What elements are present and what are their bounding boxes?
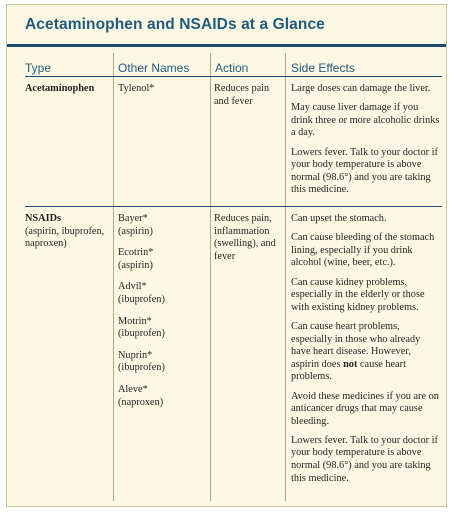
brand-name: Aleve*: [118, 383, 148, 395]
side-effect: Lowers fever. Talk to your doctor if your body temperature is above normal (98.6°) and you are taking this medicine.: [291, 146, 438, 196]
side-effect: May cause liver damage if you drink three or more alcoholic drinks a day.: [291, 102, 440, 139]
side-effect: Can cause kidney problems, especially in the elderly or those with existing kidney problems.: [291, 276, 425, 313]
column-divider-2: [210, 53, 211, 501]
generic-name: (ibuprofen): [118, 362, 165, 374]
brand-name: Bayer*: [118, 213, 148, 224]
brand-name: Motrin*: [118, 315, 152, 327]
brand-name: Tylenol*: [118, 83, 155, 94]
medicine-name: [118, 384, 208, 409]
generic-name: (ibuprofen): [118, 293, 165, 305]
column-header-effects: Side Effects: [291, 61, 355, 75]
drug-type: NSAIDs: [25, 213, 62, 224]
title-rule: [7, 44, 446, 47]
brand-name: Advil*: [118, 281, 147, 293]
generic-name: (ibuprofen): [118, 328, 165, 340]
table-row-nsaids-action: Reduces pain, inflammation (swelling), and fever: [214, 213, 276, 262]
table-row-acetaminophen-action: Reduces pain and fever: [214, 83, 270, 107]
medicine-name: [118, 213, 208, 238]
generic-name: (aspirin): [118, 225, 153, 237]
drug-type: Acetaminophen: [25, 83, 95, 94]
medicine-name: [118, 247, 208, 272]
header-underline: [25, 76, 442, 77]
generic-name: (naproxen): [118, 396, 164, 408]
brand-name: Ecotrin*: [118, 247, 154, 259]
side-effect: Avoid these medicines if you are on anticancer drugs that may cause bleeding.: [291, 390, 439, 427]
side-effect-text: Can cause heart problems, especially in those who already have heart disease. However, aspirin does: [291, 320, 421, 370]
table-row-acetaminophen-effects: [291, 83, 441, 204]
page-title: Acetaminophen and NSAIDs at a Glance: [25, 16, 325, 33]
column-header-action: Action: [215, 61, 249, 75]
medicine-name: [118, 316, 208, 341]
side-effect: Can cause bleeding of the stomach lining, especially if you drink alcohol (wine, beer, etc.).: [291, 232, 435, 269]
side-effect: [291, 321, 441, 384]
medicine-name: [118, 281, 208, 306]
column-divider-1: [113, 53, 114, 501]
table-row-acetaminophen-type: [25, 83, 113, 96]
column-divider-3: [285, 53, 286, 501]
column-header-type: Type: [25, 61, 52, 75]
side-effect: Can upset the stomach.: [291, 213, 387, 224]
medicine-name: [118, 350, 208, 375]
table-row-acetaminophen-names: [118, 83, 208, 105]
side-effect: Lowers fever. Talk to your doctor if your body temperature is above normal (98.6°) and you are taking this medicine.: [291, 434, 438, 484]
medicine-table-panel: [6, 4, 447, 507]
side-effect-text-end: cause heart problems.: [291, 358, 406, 383]
table-row-nsaids-type: [25, 213, 111, 251]
table-row-nsaids-effects: [291, 213, 441, 492]
drug-type-examples: (aspirin, ibuprofen, naproxen): [25, 225, 105, 250]
table-row-nsaids-names: [118, 213, 208, 418]
generic-name: (aspirin): [118, 259, 153, 271]
side-effect: Large doses can damage the liver.: [291, 83, 431, 94]
emphasis-not: not: [343, 358, 358, 370]
column-header-names: Other Names: [118, 61, 190, 75]
row-divider: [25, 206, 442, 207]
brand-name: Nuprin*: [118, 349, 153, 361]
